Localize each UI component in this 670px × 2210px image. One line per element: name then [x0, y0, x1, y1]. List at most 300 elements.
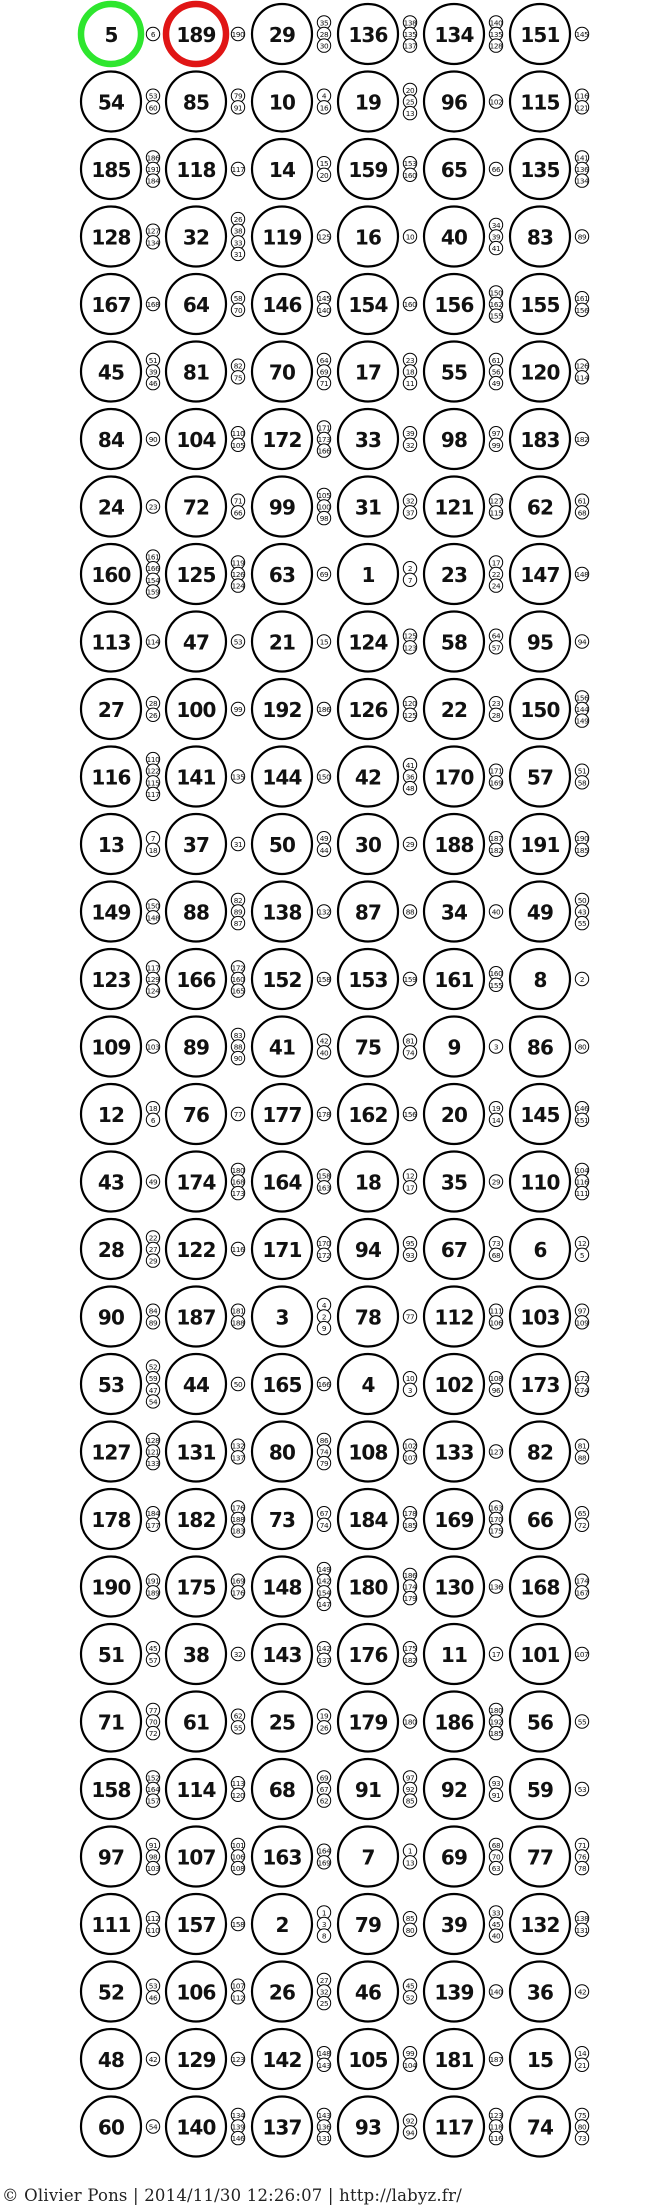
exit-option[interactable]	[231, 1524, 245, 1537]
cell-131[interactable]	[166, 1422, 245, 1482]
exit-option[interactable]	[317, 101, 330, 114]
cell-65[interactable]	[424, 139, 503, 199]
exit-option[interactable]	[146, 1861, 160, 1874]
exit-option[interactable]	[575, 1383, 589, 1396]
exit-option[interactable]	[231, 2131, 245, 2144]
exit-option[interactable]	[231, 984, 244, 997]
exit-option[interactable]	[146, 500, 159, 513]
exit-option[interactable]	[146, 1726, 159, 1739]
cell-159[interactable]	[338, 139, 417, 199]
exit-option[interactable]	[489, 1040, 502, 1053]
cell-166[interactable]	[166, 949, 245, 1009]
exit-option[interactable]	[489, 776, 503, 789]
exit-option[interactable]	[403, 781, 416, 794]
cell-110[interactable]	[510, 1152, 589, 1212]
cell-15[interactable]	[510, 2029, 589, 2089]
cell-152[interactable]	[252, 949, 331, 1009]
cell-9[interactable]	[424, 1017, 503, 1077]
cell-105[interactable]	[338, 2029, 417, 2089]
exit-option[interactable]	[146, 708, 159, 721]
cell-137[interactable]	[252, 2097, 331, 2157]
exit-option[interactable]	[575, 230, 588, 243]
cell-109[interactable]	[81, 1017, 160, 1077]
exit-option[interactable]	[146, 27, 159, 40]
cell-129[interactable]	[166, 2029, 245, 2089]
exit-option[interactable]	[403, 506, 416, 519]
exit-option[interactable]	[231, 1242, 245, 1255]
cell-104[interactable]	[166, 409, 245, 469]
cell-102[interactable]	[424, 1354, 503, 1414]
exit-option[interactable]	[403, 1383, 416, 1396]
exit-option[interactable]	[146, 432, 159, 445]
exit-option[interactable]	[403, 2126, 416, 2139]
exit-option[interactable]	[575, 843, 588, 856]
cell-52[interactable]	[81, 1962, 160, 2022]
exit-option[interactable]	[403, 1856, 416, 1869]
exit-option[interactable]	[317, 1107, 331, 1120]
exit-option[interactable]	[489, 1580, 503, 1593]
cell-186[interactable]	[424, 1692, 503, 1752]
exit-option[interactable]	[403, 1794, 416, 1807]
exit-option[interactable]	[575, 1586, 589, 1599]
exit-option[interactable]	[317, 702, 331, 715]
cell-89[interactable]	[166, 1017, 245, 1077]
cell-69[interactable]	[424, 1827, 503, 1887]
exit-option[interactable]	[317, 511, 330, 524]
exit-option[interactable]	[317, 168, 330, 181]
exit-option[interactable]	[575, 506, 588, 519]
cell-54[interactable]	[81, 72, 160, 132]
cell-135[interactable]	[510, 139, 589, 199]
exit-option[interactable]	[575, 1186, 588, 1199]
exit-option[interactable]	[403, 376, 416, 389]
exit-option[interactable]	[403, 573, 416, 586]
exit-option[interactable]	[317, 1248, 330, 1261]
cell-79[interactable]	[338, 1894, 417, 1954]
cell-173[interactable]	[510, 1354, 589, 1414]
cell-175[interactable]	[166, 1557, 245, 1617]
cell-114[interactable]	[166, 1759, 245, 1819]
exit-option[interactable]	[231, 1917, 245, 1930]
cell-86[interactable]	[510, 1017, 589, 1077]
cell-21[interactable]	[252, 612, 331, 672]
cell-191[interactable]	[510, 814, 589, 874]
exit-option[interactable]	[489, 1175, 502, 1188]
exit-option[interactable]	[489, 376, 502, 389]
cell-60[interactable]	[81, 2097, 160, 2157]
cell-154[interactable]	[338, 274, 417, 334]
cell-158[interactable]	[81, 1759, 160, 1819]
exit-option[interactable]	[575, 1248, 588, 1261]
exit-option[interactable]	[231, 1377, 244, 1390]
cell-182[interactable]	[166, 1489, 245, 1549]
cell-73[interactable]	[252, 1489, 331, 1549]
exit-option[interactable]	[575, 1715, 588, 1728]
cell-12[interactable]	[81, 1084, 160, 1144]
cell-72[interactable]	[166, 477, 245, 537]
exit-option[interactable]	[575, 1861, 588, 1874]
cell-115[interactable]	[510, 72, 589, 132]
cell-94[interactable]	[338, 1219, 417, 1279]
exit-option[interactable]	[231, 1051, 244, 1064]
cell-55[interactable]	[424, 342, 503, 402]
exit-option[interactable]	[575, 2131, 588, 2144]
exit-option[interactable]	[489, 1383, 502, 1396]
cell-176[interactable]	[338, 1624, 417, 1684]
exit-option[interactable]	[231, 837, 244, 850]
cell-17[interactable]	[338, 342, 417, 402]
exit-option[interactable]	[317, 230, 330, 243]
exit-option[interactable]	[317, 1456, 330, 1469]
cell-117[interactable]	[424, 2097, 503, 2157]
exit-option[interactable]	[146, 1923, 160, 1936]
exit-option[interactable]	[403, 905, 416, 918]
exit-option[interactable]	[489, 905, 502, 918]
cell-16[interactable]	[338, 207, 417, 267]
exit-option[interactable]	[575, 776, 588, 789]
exit-option[interactable]	[403, 1451, 417, 1464]
exit-option[interactable]	[575, 1113, 588, 1126]
cell-156[interactable]	[424, 274, 503, 334]
exit-option[interactable]	[231, 1788, 245, 1801]
cell-45[interactable]	[81, 342, 160, 402]
cell-51[interactable]	[81, 1624, 160, 1684]
exit-option[interactable]	[489, 978, 502, 991]
exit-option[interactable]	[146, 101, 159, 114]
exit-option[interactable]	[489, 1524, 502, 1537]
exit-option[interactable]	[146, 1586, 160, 1599]
exit-option[interactable]	[489, 241, 502, 254]
exit-option[interactable]	[146, 1794, 160, 1807]
cell-149[interactable]	[81, 882, 160, 942]
cell-116[interactable]	[81, 747, 160, 807]
cell-174[interactable]	[166, 1152, 245, 1212]
exit-option[interactable]	[146, 787, 160, 800]
exit-option[interactable]	[403, 2058, 417, 2071]
exit-option[interactable]	[231, 371, 244, 384]
cell-56[interactable]	[510, 1692, 589, 1752]
cell-120[interactable]	[510, 342, 589, 402]
cell-172[interactable]	[252, 409, 331, 469]
cell-28[interactable]	[81, 1219, 160, 1279]
cell-93[interactable]	[338, 2097, 417, 2157]
cell-68[interactable]	[252, 1759, 331, 1819]
exit-option[interactable]	[146, 376, 159, 389]
cell-77[interactable]	[510, 1827, 589, 1887]
exit-option[interactable]	[146, 1456, 160, 1469]
cell-13[interactable]	[81, 814, 160, 874]
exit-option[interactable]	[489, 2052, 503, 2065]
exit-option[interactable]	[231, 1316, 245, 1329]
exit-option[interactable]	[575, 303, 589, 316]
exit-option[interactable]	[146, 2052, 159, 2065]
cell-98[interactable]	[424, 409, 503, 469]
exit-option[interactable]	[317, 905, 330, 918]
exit-option[interactable]	[403, 837, 416, 850]
exit-option[interactable]	[231, 1586, 245, 1599]
cell-90[interactable]	[81, 1287, 160, 1347]
cell-177[interactable]	[252, 1084, 331, 1144]
cell-145[interactable]	[510, 1084, 589, 1144]
exit-option[interactable]	[403, 708, 416, 721]
cell-140[interactable]	[166, 2097, 245, 2157]
exit-option[interactable]	[403, 1923, 416, 1936]
cell-179[interactable]	[338, 1692, 417, 1752]
exit-option[interactable]	[231, 1647, 244, 1660]
cell-48[interactable]	[81, 2029, 160, 2089]
cell-133[interactable]	[424, 1422, 503, 1482]
exit-option[interactable]	[146, 1653, 159, 1666]
exit-option[interactable]	[489, 1445, 503, 1458]
exit-option[interactable]	[317, 1046, 330, 1059]
cell-141[interactable]	[166, 747, 245, 807]
cell-132[interactable]	[510, 1894, 589, 1954]
cell-106[interactable]	[166, 1962, 245, 2022]
cell-107[interactable]	[166, 1827, 245, 1887]
exit-option[interactable]	[146, 1113, 159, 1126]
cell-144[interactable]	[252, 747, 331, 807]
cell-134[interactable]	[424, 4, 503, 64]
exit-option[interactable]	[146, 635, 160, 648]
exit-option[interactable]	[317, 770, 331, 783]
cell-46[interactable]	[338, 1962, 417, 2022]
exit-option[interactable]	[231, 506, 244, 519]
exit-option[interactable]	[231, 438, 244, 451]
exit-option[interactable]	[317, 1929, 330, 1942]
cell-139[interactable]	[424, 1962, 503, 2022]
cell-123[interactable]	[81, 949, 160, 1009]
exit-option[interactable]	[403, 641, 417, 654]
cell-8[interactable]	[510, 949, 589, 1009]
cell-99[interactable]	[252, 477, 331, 537]
exit-option[interactable]	[403, 1518, 416, 1531]
cell-187[interactable]	[166, 1287, 245, 1347]
cell-169[interactable]	[424, 1489, 503, 1549]
cell-18[interactable]	[338, 1152, 417, 1212]
exit-option[interactable]	[489, 309, 502, 322]
exit-option[interactable]	[317, 1518, 330, 1531]
exit-option[interactable]	[489, 1647, 502, 1660]
exit-option[interactable]	[231, 2052, 245, 2065]
exit-option[interactable]	[231, 1721, 244, 1734]
exit-option[interactable]	[575, 2058, 588, 2071]
cell-61[interactable]	[166, 1692, 245, 1752]
exit-option[interactable]	[403, 972, 417, 985]
cell-163[interactable]	[252, 1827, 331, 1887]
exit-option[interactable]	[575, 972, 588, 985]
exit-option[interactable]	[403, 1653, 416, 1666]
exit-option[interactable]	[489, 438, 502, 451]
exit-option[interactable]	[231, 579, 245, 592]
exit-option[interactable]	[575, 432, 588, 445]
exit-option[interactable]	[575, 1451, 588, 1464]
cell-70[interactable]	[252, 342, 331, 402]
exit-option[interactable]	[317, 1597, 331, 1610]
cell-50[interactable]	[252, 814, 331, 874]
cell-113[interactable]	[81, 612, 160, 672]
cell-83[interactable]	[510, 207, 589, 267]
exit-option[interactable]	[146, 585, 160, 598]
exit-option[interactable]	[317, 1321, 330, 1334]
exit-option[interactable]	[317, 1996, 330, 2009]
cell-19[interactable]	[338, 72, 417, 132]
exit-option[interactable]	[489, 843, 502, 856]
cell-57[interactable]	[510, 747, 589, 807]
exit-option[interactable]	[317, 1653, 331, 1666]
cell-188[interactable]	[424, 814, 503, 874]
cell-167[interactable]	[81, 274, 160, 334]
cell-122[interactable]	[166, 1219, 245, 1279]
cell-97[interactable]	[81, 1827, 160, 1887]
cell-62[interactable]	[510, 477, 589, 537]
exit-option[interactable]	[489, 2131, 503, 2144]
exit-option[interactable]	[575, 1782, 588, 1795]
cell-32[interactable]	[166, 207, 245, 267]
cell-125[interactable]	[166, 544, 245, 604]
cell-128[interactable]	[81, 207, 160, 267]
cell-74[interactable]	[510, 2097, 589, 2157]
cell-85[interactable]	[166, 72, 245, 132]
exit-option[interactable]	[575, 1985, 588, 1998]
exit-option[interactable]	[575, 567, 589, 580]
exit-option[interactable]	[231, 702, 244, 715]
exit-option[interactable]	[489, 641, 502, 654]
cell-160[interactable]	[81, 544, 160, 604]
cell-39[interactable]	[424, 1894, 503, 1954]
cell-30[interactable]	[338, 814, 417, 874]
cell-41[interactable]	[252, 1017, 331, 1077]
exit-option[interactable]	[317, 1721, 330, 1734]
cell-25[interactable]	[252, 1692, 331, 1752]
exit-option[interactable]	[231, 247, 244, 260]
cell-82[interactable]	[510, 1422, 589, 1482]
cell-71[interactable]	[81, 1692, 160, 1752]
exit-option[interactable]	[146, 1518, 160, 1531]
exit-option[interactable]	[403, 1715, 417, 1728]
exit-option[interactable]	[575, 714, 589, 727]
exit-option[interactable]	[146, 1254, 159, 1267]
exit-option[interactable]	[231, 916, 244, 929]
exit-option[interactable]	[146, 236, 160, 249]
cell-148[interactable]	[252, 1557, 331, 1617]
exit-option[interactable]	[231, 1107, 244, 1120]
exit-option[interactable]	[489, 1726, 502, 1739]
cell-23[interactable]	[424, 544, 503, 604]
cell-184[interactable]	[338, 1489, 417, 1549]
exit-option[interactable]	[146, 984, 160, 997]
exit-option[interactable]	[575, 27, 588, 40]
exit-option[interactable]	[317, 1181, 331, 1194]
cell-26[interactable]	[252, 1962, 331, 2022]
exit-option[interactable]	[317, 39, 330, 52]
cell-142[interactable]	[252, 2029, 331, 2089]
cell-76[interactable]	[166, 1084, 245, 1144]
exit-option[interactable]	[146, 297, 160, 310]
exit-option[interactable]	[146, 174, 160, 187]
cell-147[interactable]	[510, 544, 589, 604]
exit-option[interactable]	[231, 303, 244, 316]
cell-33[interactable]	[338, 409, 417, 469]
cell-162[interactable]	[338, 1084, 417, 1144]
cell-181[interactable]	[424, 2029, 503, 2089]
exit-option[interactable]	[489, 162, 502, 175]
cell-92[interactable]	[424, 1759, 503, 1819]
exit-option[interactable]	[231, 1451, 245, 1464]
exit-option[interactable]	[575, 1518, 588, 1531]
exit-option[interactable]	[489, 1316, 503, 1329]
cell-36[interactable]	[510, 1962, 589, 2022]
exit-option[interactable]	[317, 2058, 331, 2071]
cell-180[interactable]	[338, 1557, 417, 1617]
cell-100[interactable]	[166, 679, 245, 739]
cell-4[interactable]	[338, 1354, 417, 1414]
exit-option[interactable]	[317, 444, 331, 457]
cell-38[interactable]	[166, 1624, 245, 1684]
cell-88[interactable]	[166, 882, 245, 942]
exit-option[interactable]	[489, 95, 502, 108]
cell-10[interactable]	[252, 72, 331, 132]
cell-43[interactable]	[81, 1152, 160, 1212]
exit-option[interactable]	[575, 1923, 588, 1936]
cell-127[interactable]	[81, 1422, 160, 1482]
cell-58[interactable]	[424, 612, 503, 672]
cell-171[interactable]	[252, 1219, 331, 1279]
exit-option[interactable]	[489, 1929, 502, 1942]
cell-164[interactable]	[252, 1152, 331, 1212]
cell-153[interactable]	[338, 949, 417, 1009]
cell-143[interactable]	[252, 1624, 331, 1684]
cell-155[interactable]	[510, 274, 589, 334]
cell-126[interactable]	[338, 679, 417, 739]
exit-option[interactable]	[317, 1377, 331, 1390]
cell-165[interactable]	[252, 1354, 331, 1414]
exit-option[interactable]	[489, 1113, 502, 1126]
exit-option[interactable]	[575, 1316, 589, 1329]
cell-35[interactable]	[424, 1152, 503, 1212]
cell-151[interactable]	[510, 4, 589, 64]
cell-1[interactable]	[338, 544, 417, 604]
exit-option[interactable]	[317, 1794, 330, 1807]
cell-53[interactable]	[81, 1354, 160, 1414]
cell-108[interactable]	[338, 1422, 417, 1482]
cell-183[interactable]	[510, 409, 589, 469]
exit-option[interactable]	[146, 911, 160, 924]
cell-157[interactable]	[166, 1894, 245, 1954]
exit-option[interactable]	[231, 1861, 245, 1874]
cell-138[interactable]	[252, 882, 331, 942]
cell-101[interactable]	[510, 1624, 589, 1684]
cell-67[interactable]	[424, 1219, 503, 1279]
cell-161[interactable]	[424, 949, 503, 1009]
cell-11[interactable]	[424, 1624, 503, 1684]
exit-option[interactable]	[489, 579, 502, 592]
cell-5[interactable]	[81, 4, 160, 64]
cell-96[interactable]	[424, 72, 503, 132]
exit-option[interactable]	[403, 106, 416, 119]
cell-178[interactable]	[81, 1489, 160, 1549]
cell-192[interactable]	[252, 679, 331, 739]
exit-option[interactable]	[403, 1181, 416, 1194]
cell-14[interactable]	[252, 139, 331, 199]
cell-124[interactable]	[338, 612, 417, 672]
cell-78[interactable]	[338, 1287, 417, 1347]
exit-option[interactable]	[575, 1647, 589, 1660]
cell-47[interactable]	[166, 612, 245, 672]
cell-63[interactable]	[252, 544, 331, 604]
exit-option[interactable]	[403, 230, 416, 243]
exit-option[interactable]	[575, 174, 589, 187]
cell-121[interactable]	[424, 477, 503, 537]
